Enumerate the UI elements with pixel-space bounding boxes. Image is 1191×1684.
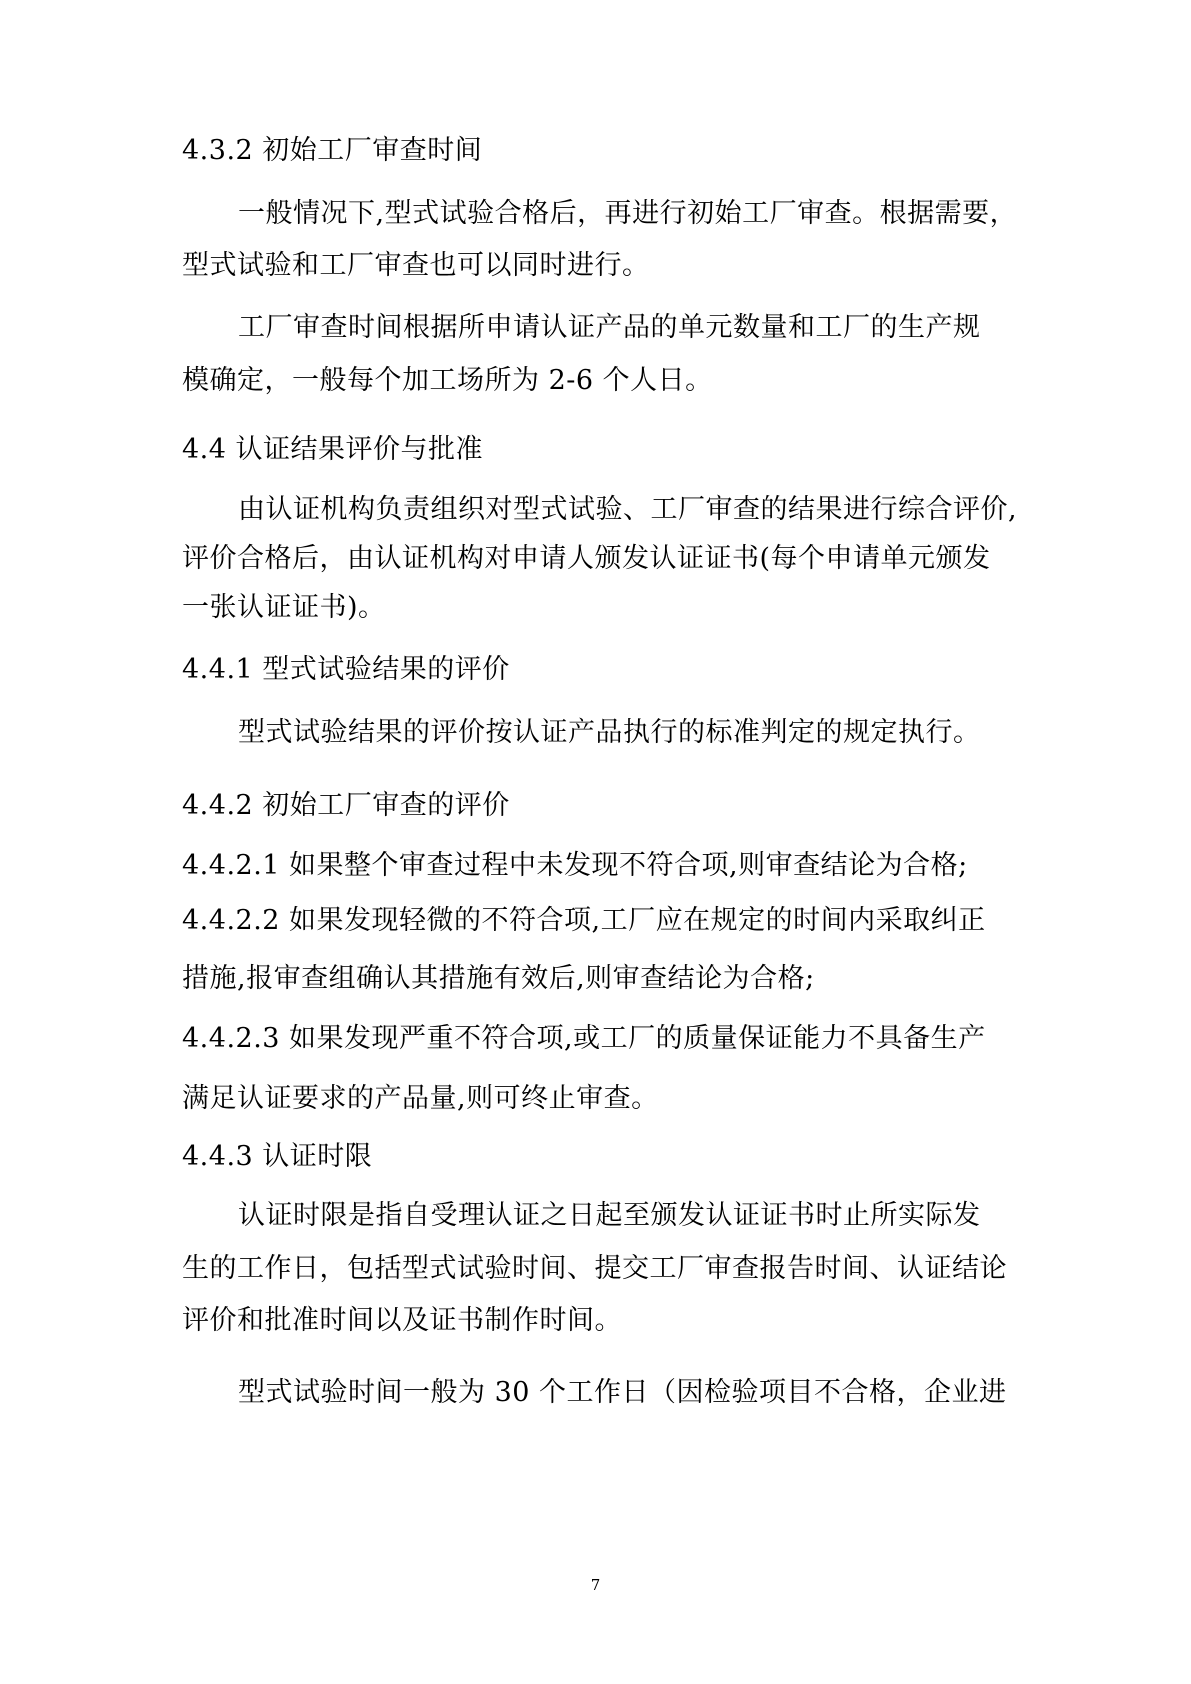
heading-4-4-3: 4.4.3 认证时限 [182, 1141, 373, 1172]
paragraph-line: 一张认证证书)。 [182, 592, 386, 623]
paragraph-line: 措施,报审查组确认其措施有效后,则审查结论为合格; [182, 963, 815, 994]
paragraph-line: 模确定，一般每个加工场所为 2-6 个人日。 [182, 365, 713, 396]
paragraph-line: 4.4.2.3 如果发现严重不符合项,或工厂的质量保证能力不具备生产 [182, 1023, 986, 1054]
heading-4-3-2: 4.3.2 初始工厂审查时间 [182, 135, 483, 166]
paragraph-line: 工厂审查时间根据所申请认证产品的单元数量和工厂的生产规 [238, 312, 981, 343]
paragraph-line: 型式试验时间一般为 30 个工作日（因检验项目不合格，企业进 [238, 1377, 1007, 1408]
paragraph-line: 生的工作日，包括型式试验时间、提交工厂审查报告时间、认证结论 [182, 1253, 1007, 1284]
heading-4-4: 4.4 认证结果评价与批准 [182, 434, 484, 465]
heading-4-4-2: 4.4.2 初始工厂审查的评价 [182, 790, 510, 821]
paragraph-line: 型式试验结果的评价按认证产品执行的标准判定的规定执行。 [238, 717, 981, 748]
paragraph-line: 由认证机构负责组织对型式试验、工厂审查的结果进行综合评价, [238, 494, 1018, 525]
paragraph-line: 评价合格后，由认证机构对申请人颁发认证证书(每个申请单元颁发 [182, 543, 991, 574]
paragraph-line: 一般情况下,型式试验合格后，再进行初始工厂审查。根据需要， [238, 198, 1018, 229]
paragraph-line: 4.4.2.1 如果整个审查过程中未发现不符合项,则审查结论为合格; [182, 850, 968, 881]
paragraph-line: 认证时限是指自受理认证之日起至颁发认证证书时止所实际发 [238, 1200, 981, 1231]
page-number: 7 [590, 1576, 601, 1594]
heading-4-4-1: 4.4.1 型式试验结果的评价 [182, 654, 510, 685]
paragraph-line: 评价和批准时间以及证书制作时间。 [182, 1305, 622, 1336]
paragraph-line: 4.4.2.2 如果发现轻微的不符合项,工厂应在规定的时间内采取纠正 [182, 905, 986, 936]
paragraph-line: 型式试验和工厂审查也可以同时进行。 [182, 250, 650, 281]
paragraph-line: 满足认证要求的产品量,则可终止审查。 [182, 1083, 659, 1114]
